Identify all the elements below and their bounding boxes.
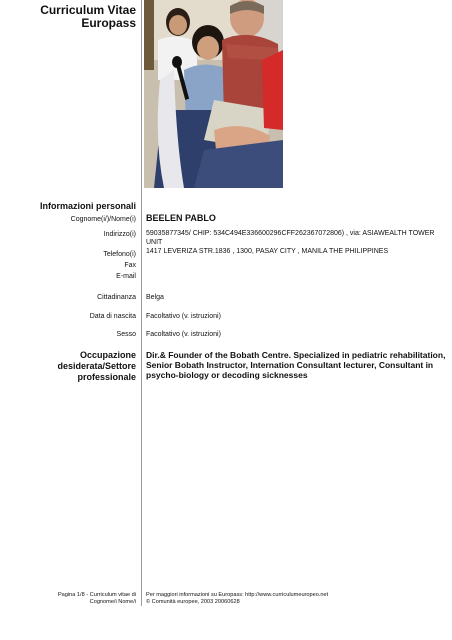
address-line1: 59035877345/ CHIP: 534C494E336600296CFF262367072806) , via: ASIAWEALTH TOWER UNIT [146, 230, 435, 246]
footer-europass-info [146, 592, 328, 606]
footer-page-info [58, 592, 136, 606]
birth-date-label: Data di nascita [89, 313, 136, 320]
photo-illustration [144, 0, 283, 188]
footer-copyright: © Comunità europee, 2003 20060628 [146, 599, 240, 605]
citizenship-label: Cittadinanza [97, 294, 136, 301]
occupation-label [57, 350, 136, 383]
occupation-value-line2: Senior Bobath Instructor, Internation Consultant lecturer, Consultant in [146, 360, 434, 370]
occupation-value-line1: Dir.& Founder of the Bobath Centre. Specialized in pediatric rehabilitation, [146, 350, 446, 360]
footer-page-line1: Pagina 1/8 - Curriculum vitae di [57, 592, 136, 598]
column-divider [141, 0, 142, 606]
occupation-label-line1: Occupazione [79, 350, 136, 360]
fax-label: Fax [124, 262, 136, 269]
sex-value: Facoltativo (v. istruzioni) [146, 331, 221, 338]
footer-europass-link[interactable]: Per maggiori informazioni su Europass: http://www.curriculumeuropeo.net [146, 592, 329, 598]
occupation-label-line3: professionale [77, 372, 136, 382]
address-line2: 1417 LEVERIZA STR.1836 , 1300, PASAY CITY , MANILA THE PHILIPPINES [146, 248, 389, 255]
address-label: Indirizzo(i) [103, 231, 136, 238]
occupation-label-line2: desiderata/Settore [57, 361, 136, 371]
birth-date-value: Facoltativo (v. istruzioni) [146, 313, 221, 320]
sex-label: Sesso [116, 331, 136, 338]
name-label: Cognome(i/)/Nome(i) [70, 216, 136, 223]
name-value: BEELEN PABLO [146, 213, 216, 223]
address-value [146, 229, 446, 256]
cv-title-line1: Curriculum Vitae [40, 3, 136, 17]
personal-info-heading: Informazioni personali [39, 201, 136, 211]
portrait-photo [144, 0, 283, 188]
occupation-value [146, 350, 446, 380]
citizenship-value: Belga [146, 294, 164, 301]
cv-title-line2: Europass [81, 16, 136, 30]
occupation-value-line3: psycho-biology or decoding sicknesses [146, 370, 308, 380]
footer-page-line2: Cognome/i Nome/i [89, 599, 136, 605]
email-label: E-mail [116, 273, 136, 280]
cv-title [40, 4, 136, 30]
phone-label: Telefono(i) [103, 251, 136, 258]
